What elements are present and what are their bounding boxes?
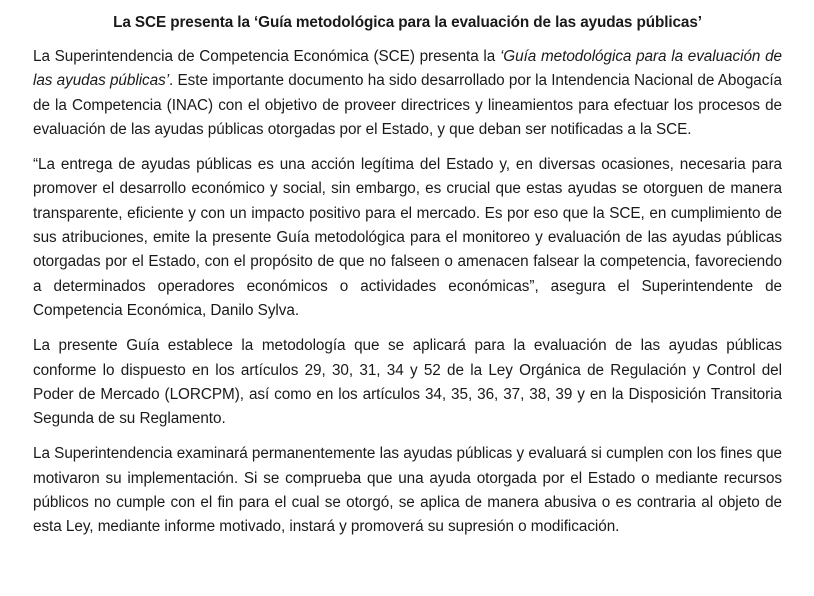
guide-title-italic: ‘Guía metodológica para la evaluación de las ayudas públicas’ [33,48,783,90]
document-title: La SCE presenta la ‘Guía metodológica para la evaluación de las ayudas públicas’ [113,14,702,31]
paragraph-quote: “La entrega de ayudas públicas es una acción legítima del Estado y, en diversas ocasiones, necesaria para promover el desarrollo económico y social, sin embargo, es crucial que estas ayudas se otorguen de manera transparente, eficiente y con un impacto positivo para el mercado. Es por eso que la SCE, en cumplimiento de sus atribuciones, emite la presente Guía metodológica para el monitoreo y evaluación de las ayudas públicas otorgadas por el Estado, con el propósito de que no falseen o amenacen falsear la competencia, favoreciendo a determinados operadores económicos o actividades económicas”, asegura el Superintendente de Competencia Económica, Danilo Sylva. [33,156,782,319]
paragraph-methodology: La presente Guía establece la metodología que se aplicará para la evaluación de las ayudas públicas conforme lo dispuesto en los artículos 29, 30, 31, 34 y 52 de la Ley Orgánica de Regulación y Control del Poder de Mercado (LORCPM), así como en los artículos 34, 35, 36, 37, 38, 39 y en la Disposición Transitoria Segunda de su Reglamento. [33,337,782,428]
paragraph-intro [33,45,782,142]
paragraph-intro-text-start: La Superintendencia de Competencia Económica (SCE) presenta la [33,48,500,65]
paragraph-monitoring: La Superintendencia examinará permanentemente las ayudas públicas y evaluará si cumplen con los fines que motivaron su implementación. Si se comprueba que una ayuda otorgada por el Estado o mediante recursos públicos no cumple con el fin para el cual se otorgó, se aplica de manera abusiva o es contraria al objeto de esta Ley, mediante informe motivado, instará y promoverá su supresión o modificación. [33,445,782,536]
paragraph-intro-text-end: . Este importante documento ha sido desarrollado por la Intendencia Nacional de Abogacía de la Competencia (INAC) con el objetivo de proveer directrices y lineamientos para efectuar los procesos de evaluación de las ayudas públicas otorgadas por el Estado, y que deban ser notificadas a la SCE. [33,72,782,138]
